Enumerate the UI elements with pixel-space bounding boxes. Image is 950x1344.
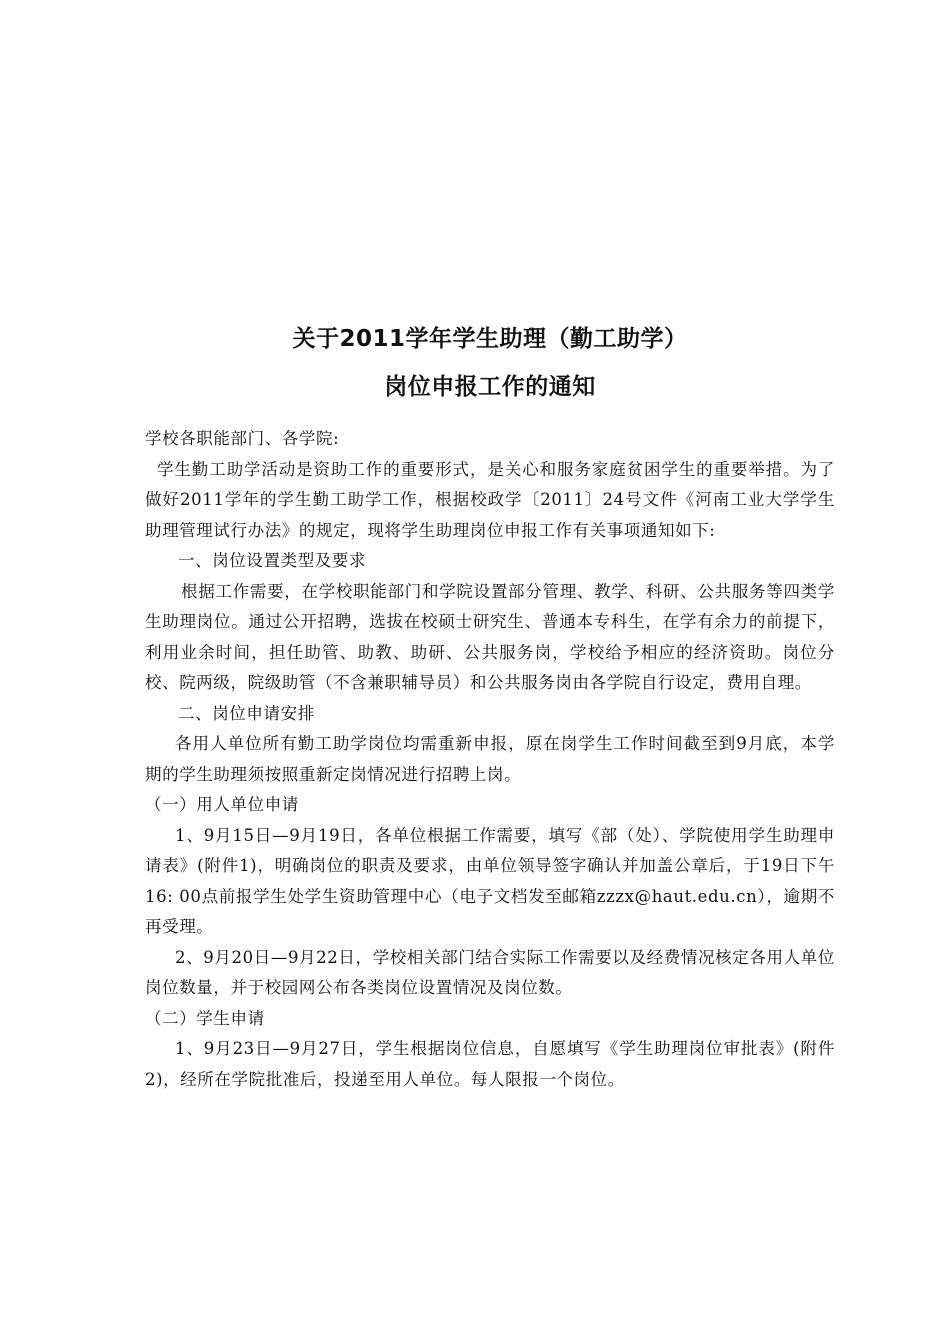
- sub1-item2: 2、9月20日—9月22日，学校相关部门结合实际工作需要以及经费情况核定各用人单位岗位数量，并于校园网公布各类岗位设置情况及岗位数。: [145, 947, 835, 997]
- sub2-item1: 1、9月23日—9月27日，学生根据岗位信息，自愿填写《学生助理岗位审批表》(附件2)，经所在学院批准后，投递至用人单位。每人限报一个岗位。: [145, 1039, 835, 1089]
- salutation: 学校各职能部门、各学院:: [145, 429, 340, 448]
- intro-paragraph: 学生勤工助学活动是资助工作的重要形式，是关心和服务家庭贫困学生的重要举措。为了做好2011学年的学生勤工助学工作，根据校政学〔2011〕24号文件《河南工业大学学生助理管理试行办法》的规定，现将学生助理岗位申报工作有关事项通知如下:: [145, 459, 835, 540]
- document-title-line1: 关于2011学年学生助理（勤工助学）: [292, 326, 688, 352]
- notice-document: [145, 318, 835, 1095]
- sub1-item1: 1、9月15日—9月19日，各单位根据工作需要，填写《部（处）、学院使用学生助理申请表》(附件1)，明确岗位的职责及要求，由单位领导签字确认并加盖公章后，于19日下午16: 00点前报学生处学生资助管理中心（电子文档发至邮箱zzzx@haut.edu.cn），逾期不再受理。: [145, 825, 835, 936]
- section1-body: 根据工作需要，在学校职能部门和学院设置部分管理、教学、科研、公共服务等四类学生助理岗位。通过公开招聘，选拔在校硕士研究生、普通本专科生，在学有余力的前提下，利用业余时间，担任助管、助教、助研、公共服务岗，学校给予相应的经济资助。岗位分校、院两级，院级助管（不含兼职辅导员）和公共服务岗由各学院自行设定，费用自理。: [145, 581, 835, 692]
- sub2-heading: （二）学生申请: [145, 1008, 265, 1028]
- section1-heading: 一、岗位设置类型及要求: [178, 551, 367, 570]
- section2-body: 各用人单位所有勤工助学岗位均需重新申报，原在岗学生工作时间截至到9月底，本学期的学生助理须按照重新定岗情况进行招聘上岗。: [145, 734, 835, 784]
- sub1-heading: （一）用人单位申请: [145, 795, 299, 814]
- section2-heading: 二、岗位申请安排: [178, 703, 315, 723]
- document-title-line2: 岗位申报工作的通知: [384, 374, 596, 400]
